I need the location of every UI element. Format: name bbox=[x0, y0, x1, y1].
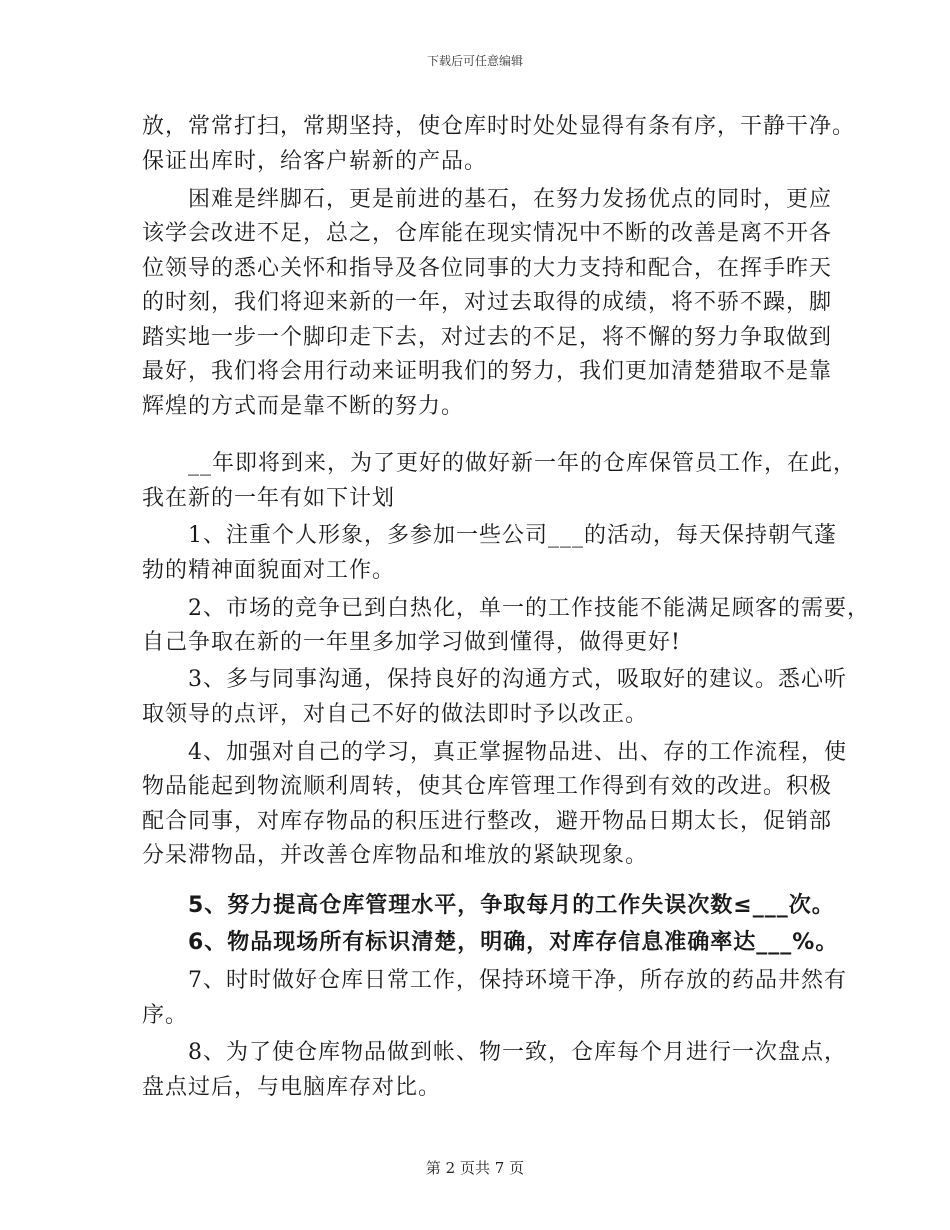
text-line: 取领导的点评，对自己不好的做法即时予以改正。 bbox=[142, 702, 649, 727]
text-line: 位领导的悉心关怀和指导及各位同事的大力支持和配合，在挥手昨天 bbox=[142, 256, 833, 281]
text-line: 保证出库时，给客户崭新的产品。 bbox=[142, 149, 488, 174]
text-line: 该学会改进不足，总之，仓库能在现实情况中不断的改善是离不开各 bbox=[142, 221, 833, 246]
text-line: 7、时时做好仓库日常工作，保持环境干净，所存放的药品井然有 bbox=[142, 968, 847, 993]
text-line: 4、加强对自己的学习，真正掌握物品进、出、存的工作流程，使 bbox=[142, 740, 847, 765]
text-line: 的时刻，我们将迎来新的一年，对过去取得的成绩，将不骄不躁，脚 bbox=[142, 290, 833, 315]
text-line: 1、注重个人形象，多参加一些公司___的活动，每天保持朝气蓬 bbox=[142, 523, 837, 548]
text-line: 我在新的一年有如下计划 bbox=[142, 486, 396, 511]
text-line: 最好，我们将会用行动来证明我们的努力，我们更加清楚猎取不是靠 bbox=[142, 359, 833, 384]
text-line: 5、努力提高仓库管理水平，争取每月的工作失误次数≤___次。 bbox=[142, 893, 835, 918]
text-line: 配合同事，对库存物品的积压进行整改，避开物品日期太长，促销部 bbox=[142, 809, 833, 834]
text-line: 踏实地一步一个脚印走下去，对过去的不足，将不懈的努力争取做到 bbox=[142, 325, 833, 350]
text-line: 放，常常打扫，常期坚持，使仓库时时处处显得有条有序，干静干净。 bbox=[142, 114, 856, 139]
text-line: 勃的精神面貌面对工作。 bbox=[142, 558, 396, 583]
text-line: 盘点过后，与电脑库存对比。 bbox=[142, 1075, 442, 1100]
text-line: 自己争取在新的一年里多加学习做到懂得，做得更好! bbox=[142, 630, 681, 655]
page-header: 下载后可任意编辑 bbox=[426, 54, 523, 68]
text-line: 分呆滞物品，并改善仓库物品和堆放的紧缺现象。 bbox=[142, 843, 649, 868]
text-line: 6、物品现场所有标识清楚，明确，对库存信息准确率达___%。 bbox=[142, 930, 839, 955]
text-line: 8、为了使仓库物品做到帐、物一致，仓库每个月进行一次盘点， bbox=[142, 1040, 847, 1065]
text-line: 辉煌的方式而是靠不断的努力。 bbox=[142, 394, 465, 419]
text-line: __年即将到来，为了更好的做好新一年的仓库保管员工作，在此， bbox=[142, 451, 857, 476]
text-line: 2、市场的竞争已到白热化，单一的工作技能不能满足顾客的需要， bbox=[142, 596, 870, 621]
page-footer: 第 2 页共 7 页 bbox=[425, 1159, 525, 1177]
text-line: 困难是绊脚石，更是前进的基石，在努力发扬优点的同时，更应 bbox=[142, 187, 833, 212]
text-line: 3、多与同事沟通，保持良好的沟通方式，吸取好的建议。悉心听 bbox=[142, 667, 847, 692]
text-line: 物品能起到物流顺利周转，使其仓库管理工作得到有效的改进。积极 bbox=[142, 774, 833, 799]
text-line: 序。 bbox=[142, 1003, 189, 1028]
